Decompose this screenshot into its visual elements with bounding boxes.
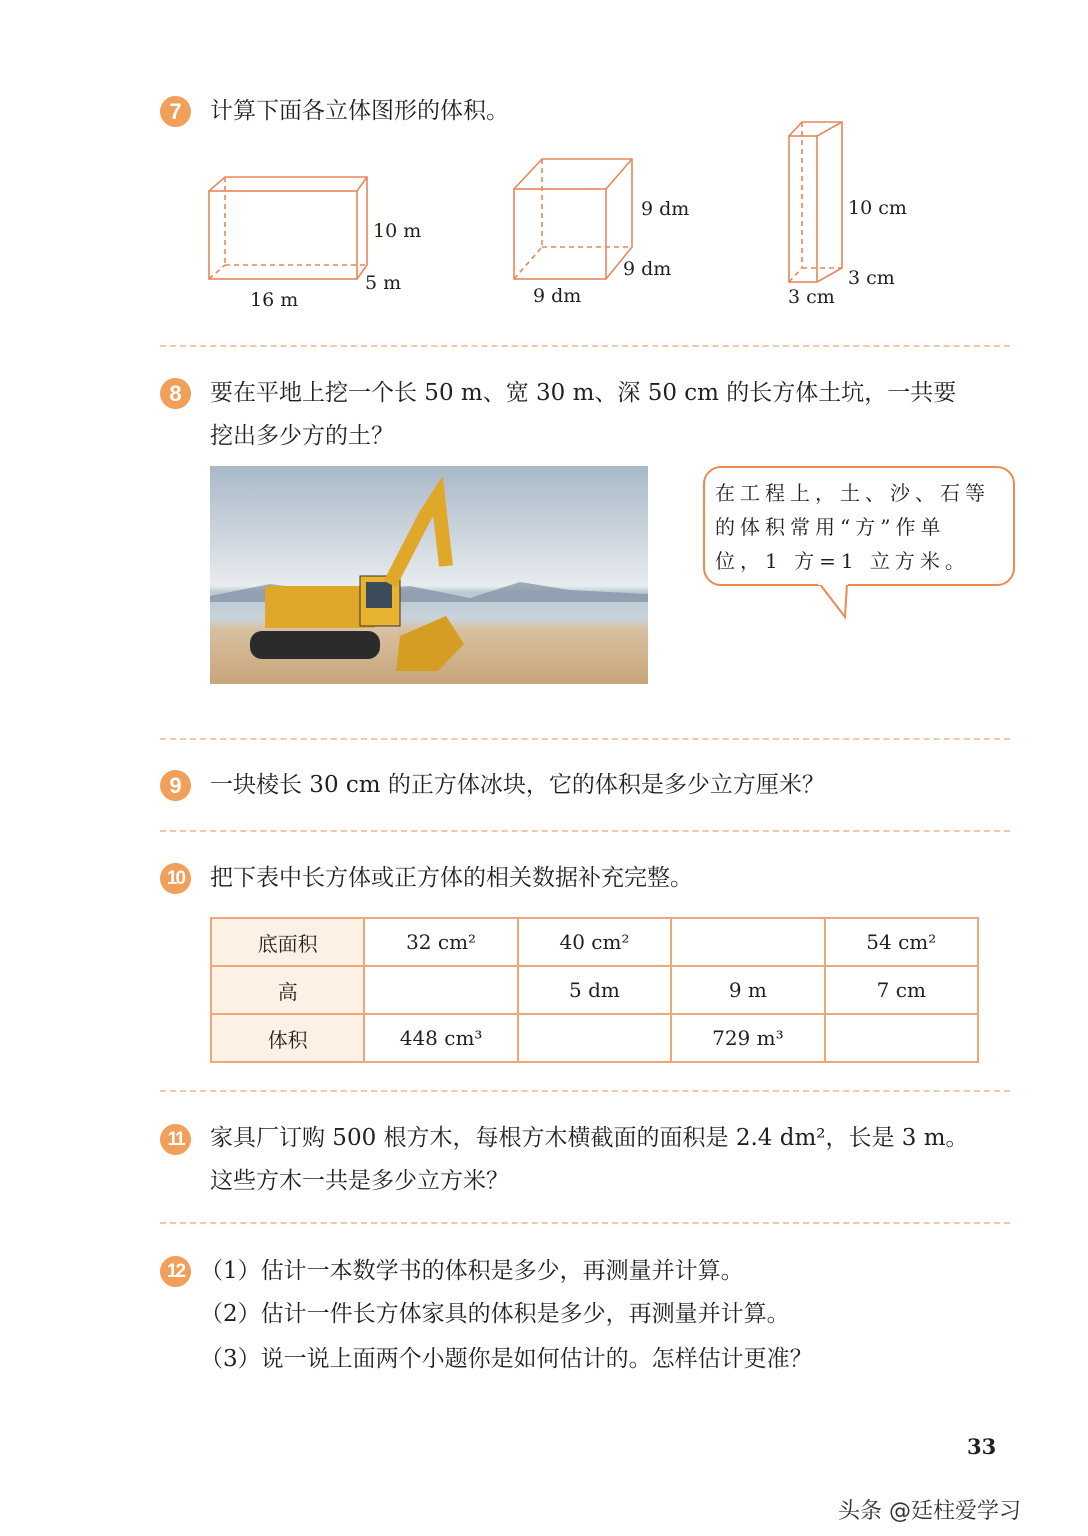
excavator-illustration <box>210 466 648 684</box>
question-number-badge: 9 <box>160 770 191 801</box>
note-line: 位，1 方=1 立方米。 <box>715 549 970 573</box>
page-number: 33 <box>967 1434 997 1459</box>
row-header: 高 <box>211 966 364 1014</box>
note-speech-bubble <box>703 466 1015 586</box>
table-row <box>211 966 978 1014</box>
table-cell: 729 m³ <box>671 1014 824 1062</box>
question-11-line2: 这些方木一共是多少立方米？ <box>210 1168 509 1194</box>
question-7-text: 计算下面各立体图形的体积。 <box>210 98 509 124</box>
height-label: 10 m <box>373 220 422 242</box>
table-cell <box>825 1014 978 1062</box>
question-number-badge: 8 <box>160 378 191 409</box>
length-label: 3 cm <box>788 286 835 308</box>
table-cell: 7 cm <box>825 966 978 1014</box>
question-11-line1: 家具厂订购 500 根方木，每根方木横截面的面积是 2.4 dm²，长是 3 m。 <box>210 1125 969 1151</box>
table-cell: 40 cm² <box>518 918 671 966</box>
table-row <box>211 918 978 966</box>
question-8-line1: 要在平地上挖一个长 50 m、宽 30 m、深 50 cm 的长方体土坑，一共要 <box>210 380 957 406</box>
cube-figure <box>510 155 640 285</box>
note-line: 在工程上，土、沙、石等 <box>715 481 990 505</box>
question-10-text: 把下表中长方体或正方体的相关数据补充完整。 <box>210 865 693 891</box>
note-line: 的体积常用“方”作单 <box>715 515 946 539</box>
table-row <box>211 1014 978 1062</box>
divider <box>160 1222 1010 1224</box>
width-label: 3 cm <box>848 267 895 289</box>
table-cell: 5 dm <box>518 966 671 1014</box>
question-number-badge: 7 <box>160 96 191 127</box>
question-number-badge: 11 <box>160 1124 191 1155</box>
question-12-item-3: （3）说一说上面两个小题你是如何估计的。怎样估计更准？ <box>200 1346 813 1372</box>
table-cell <box>671 918 824 966</box>
table-cell <box>364 966 517 1014</box>
width-label: 9 dm <box>623 258 672 280</box>
length-label: 9 dm <box>533 285 582 307</box>
width-label: 5 m <box>365 272 402 294</box>
question-9-text: 一块棱长 30 cm 的正方体冰块，它的体积是多少立方厘米？ <box>210 772 825 798</box>
height-label: 9 dm <box>641 198 690 220</box>
row-header: 体积 <box>211 1014 364 1062</box>
table-cell: 9 m <box>671 966 824 1014</box>
tall-cuboid-figure <box>786 120 846 288</box>
table-cell: 54 cm² <box>825 918 978 966</box>
question-12-item-2: （2）估计一件长方体家具的体积是多少，再测量并计算。 <box>200 1301 790 1327</box>
bubble-tail <box>815 583 855 619</box>
excavator-photo <box>210 466 648 684</box>
data-table <box>210 917 979 1063</box>
divider <box>160 1090 1010 1092</box>
divider <box>160 738 1010 740</box>
question-12-item-1: （1）估计一本数学书的体积是多少，再测量并计算。 <box>200 1258 744 1284</box>
divider <box>160 345 1010 347</box>
length-label: 16 m <box>250 289 299 311</box>
divider <box>160 830 1010 832</box>
table-cell <box>518 1014 671 1062</box>
question-number-badge: 12 <box>160 1256 191 1287</box>
height-label: 10 cm <box>848 197 907 219</box>
table-cell: 448 cm³ <box>364 1014 517 1062</box>
row-header: 底面积 <box>211 918 364 966</box>
question-8-line2: 挖出多少方的土？ <box>210 423 394 449</box>
footer-credit: 头条 @廷柱爱学习 <box>838 1499 1021 1524</box>
cuboid-figure-1 <box>205 175 375 285</box>
question-number-badge: 10 <box>160 863 191 894</box>
table-cell: 32 cm² <box>364 918 517 966</box>
